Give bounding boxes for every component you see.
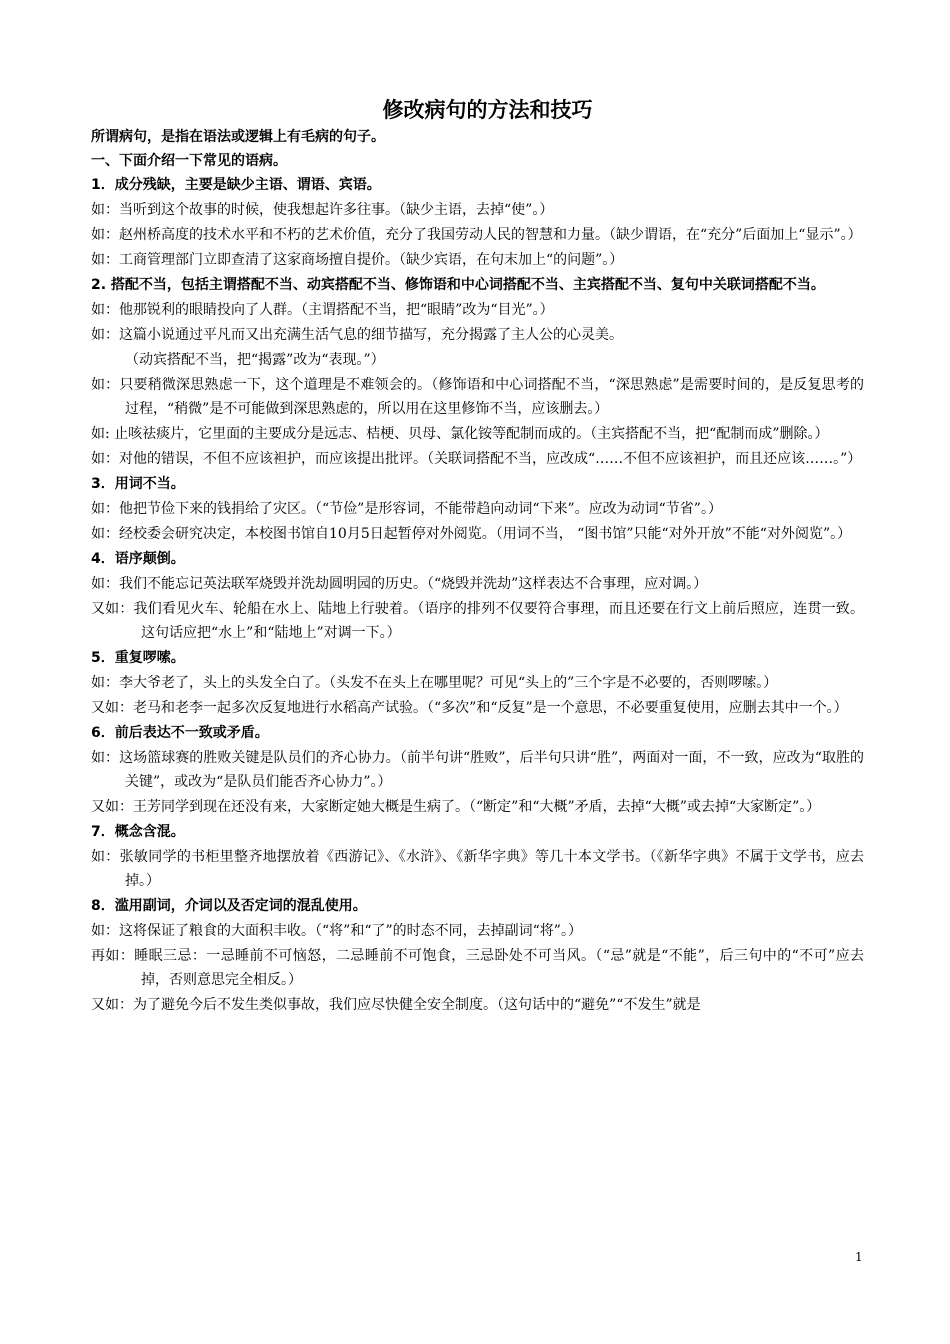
subheading-7: 7．概念含混。 <box>91 824 185 840</box>
subheading-6: 6．前后表达不一致或矛盾。 <box>91 725 269 741</box>
example-paragraph: 又如：王芳同学到现在还没有来，大家断定她大概是生病了。（“断定”和“大概”矛盾，去掉“大概”或去掉“大家断定”。） <box>91 799 821 815</box>
subheading-2: 2. 搭配不当，包括主谓搭配不当、动宾搭配不当、修饰语和中心词搭配不当、主宾搭配不当、复句中关联词搭配不当。 <box>91 277 825 293</box>
example-paragraph: 再如：睡眠三忌：一忌睡前不可恼怒，二忌睡前不可饱食，三忌卧处不可当风。（“忌”就是“不能”，后三句中的“不可”应去掉，否则意思完全相反。） <box>91 948 864 988</box>
example-paragraph: 又如：为了避免今后不发生类似事故，我们应尽快健全安全制度。（这句话中的“避免”“不发生”就是 <box>91 997 701 1013</box>
example-paragraph: 如：只要稍微深思熟虑一下，这个道理是不难领会的。（修饰语和中心词搭配不当，“深思熟虑”是需要时间的，是反复思考的过程，“稍微”是不可能做到深思熟虑的，所以用在这里修饰不当，应该删去。） <box>91 377 864 417</box>
document-page <box>91 96 864 1018</box>
example-paragraph: 如：对他的错误，不但不应该袒护，而应该提出批评。（关联词搭配不当，应改成“……不但不应该袒护，而且还应该……。”） <box>91 451 862 467</box>
subheading-3: 3．用词不当。 <box>91 476 185 492</box>
document-title: 修改病句的方法和技巧 <box>382 98 593 122</box>
example-paragraph: 如：他把节俭下来的钱捐给了灾区。（“节俭”是形容词，不能带趋向动词“下来”。应改为动词“节省”。） <box>91 501 722 517</box>
example-paragraph: 又如：我们看见火车、轮船在水上、陆地上行驶着。（语序的排列不仅要符合事理，而且还要在行文上前后照应，连贯一致。这句话应把“水上”和“陆地上”对调一下。） <box>91 601 864 641</box>
example-paragraph: 如：工商管理部门立即查清了这家商场擅自提价。（缺少宾语，在句末加上“的问题”。） <box>91 252 624 268</box>
example-paragraph: 如：这将保证了粮食的大面积丰收。（“将”和“了”的时态不同，去掉副词“将”。） <box>91 923 582 939</box>
example-paragraph: 如：李大爷老了，头上的头发全白了。（头发不在头上在哪里呢？可见“头上的”三个字是不必要的，否则啰嗦。） <box>91 675 778 691</box>
intro-line: 所谓病句，是指在语法或逻辑上有毛病的句子。 <box>91 129 385 145</box>
subheading-4: 4．语序颠倒。 <box>91 551 185 567</box>
section-heading: 一、下面介绍一下常见的语病。 <box>91 153 287 169</box>
example-paragraph: 如：经校委会研究决定，本校图书馆自10月5日起暂停对外阅览。（用词不当， “图书馆”只能“对外开放”不能“对外阅览”。） <box>91 526 852 542</box>
example-paragraph: 如: 止咳祛痰片，它里面的主要成分是远志、桔梗、贝母、氯化铵等配制而成的。（主宾搭配不当，把“配制而成”删除。） <box>91 426 829 442</box>
example-paragraph: 如：他那锐利的眼睛投向了人群。（主谓搭配不当，把“眼睛”改为“目光”。） <box>91 302 554 318</box>
example-paragraph: 如：张敏同学的书柜里整齐地摆放着《西游记》、《水浒》、《新华字典》等几十本文学书。（《新华字典》不属于文学书，应去掉。） <box>91 849 864 889</box>
subheading-5: 5．重复啰嗦。 <box>91 650 185 666</box>
example-paragraph: 如：赵州桥高度的技术水平和不朽的艺术价值，充分了我国劳动人民的智慧和力量。（缺少谓语，在“充分”后面加上“显示”。） <box>91 227 862 243</box>
subheading-1: 1．成分残缺，主要是缺少主语、谓语、宾语。 <box>91 177 381 193</box>
subheading-8: 8．滥用副词，介词以及否定词的混乱使用。 <box>91 898 367 914</box>
example-paragraph: 如：这篇小说通过平凡而又出充满生活气息的细节描写，充分揭露了主人公的心灵美。 <box>91 327 623 343</box>
page-number: 1 <box>855 1250 863 1264</box>
example-paragraph: 如：这场篮球赛的胜败关键是队员们的齐心协力。（前半句讲“胜败”，后半句只讲“胜”，两面对一面，不一致，应改为“取胜的关键”，或改为“是队员们能否齐心协力”。） <box>91 750 864 790</box>
example-paragraph: 如：当听到这个故事的时候，使我想起许多往事。（缺少主语，去掉“使”。） <box>91 202 554 218</box>
example-note: （动宾搭配不当，把“揭露”改为“表现。”） <box>125 352 385 368</box>
example-paragraph: 又如：老马和老李一起多次反复地进行水稻高产试验。（“多次”和“反复”是一个意思，不必要重复使用，应删去其中一个。） <box>91 700 848 716</box>
example-paragraph: 如：我们不能忘记英法联军烧毁并洗劫圆明园的历史。（“烧毁并洗劫”这样表达不合事理，应对调。） <box>91 576 708 592</box>
